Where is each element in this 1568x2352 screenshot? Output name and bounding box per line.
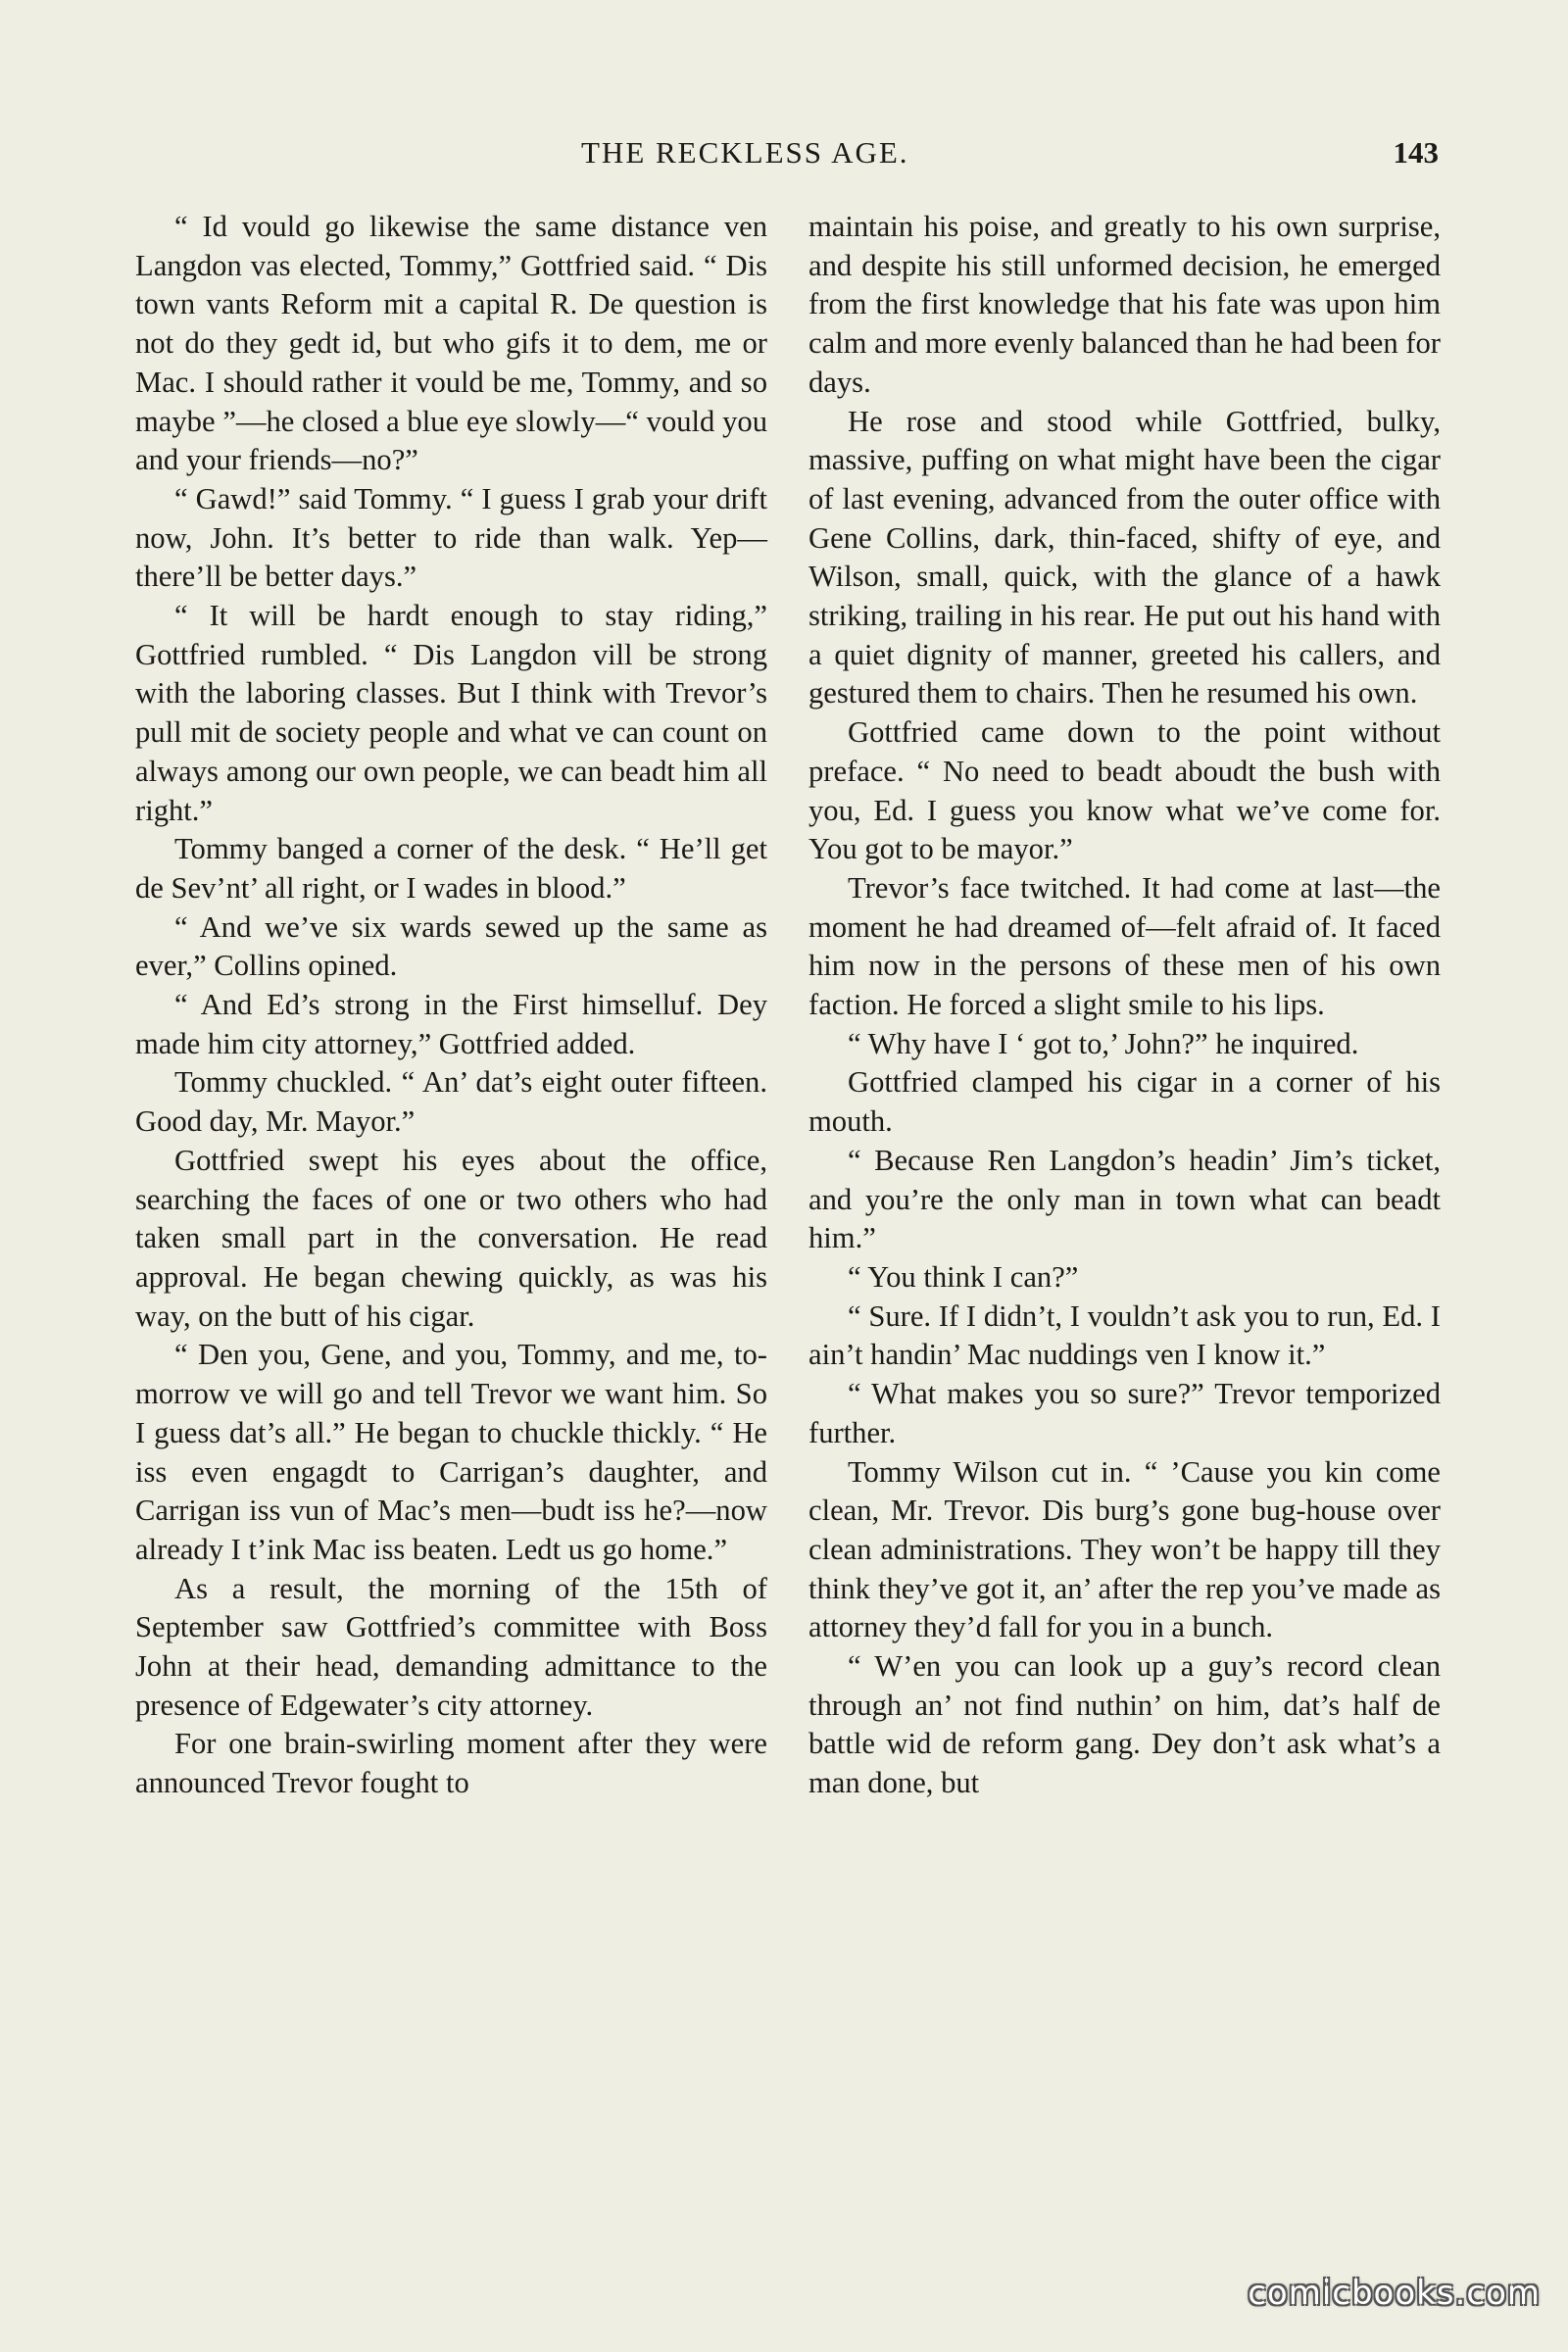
paragraph: “ You think I can?” xyxy=(848,1259,1079,1294)
paragraph: “ And Ed’s strong in the First himselluf. Dey made him city attorney,” Gottfried added. xyxy=(135,988,767,1060)
paragraph: “ Den you, Gene, and you, Tommy, and me, to-morrow ve will go and tell Trevor we want him. So I guess dat’s all.” He began to chuckle thickly. “ He iss even engagdt to Carrigan’s daughter, and Carrigan iss vun of Mac’s men—budt iss he?—now already I t’ink Mac iss beaten. Ledt us go home.” xyxy=(135,1338,767,1566)
watermark: comicbooks.com xyxy=(1248,2274,1541,2313)
paragraph: “ Id vould go likewise the same distance ven Langdon vas elected, Tommy,” Gottfried said. “ Dis town vants Reform mit a capital R. De question is not do they gedt id, but who gifs it to dem, me or Mac. I should rather it vould be me, Tommy, and so maybe ”—he closed a blue eye slowly—“ vould you and your friends—no?” xyxy=(135,210,767,477)
paragraph: “ Sure. If I didn’t, I vouldn’t ask you to run, Ed. I ain’t handin’ Mac nuddings ven I know it.” xyxy=(808,1298,1441,1372)
page-header xyxy=(135,135,1439,174)
right-column xyxy=(808,208,1441,1803)
paragraph: He rose and stood while Gottfried, bulky, massive, puffing on what might have been the cigar of last evening, advanced from the outer office with Gene Collins, dark, thin-faced, shifty of eye, and Wilson, small, quick, with the glance of a hawk striking, trailing in his rear. He put out his hand with a quiet dignity of manner, greeted his callers, and gestured them to chairs. Then he resumed his own. xyxy=(808,404,1441,710)
paragraph-continued: maintain his poise, and greatly to his own surprise, and despite his still unformed decision, he emerged from the first knowledge that his fate was upon him calm and more evenly balanced than he had been for days. xyxy=(808,210,1441,399)
paragraph: Gottfried clamped his cigar in a corner of his mouth. xyxy=(808,1065,1441,1139)
paragraph: “ And we’ve six wards sewed up the same as ever,” Collins opined. xyxy=(135,909,767,983)
paragraph: Tommy chuckled. “ An’ dat’s eight outer fifteen. Good day, Mr. Mayor.” xyxy=(135,1065,767,1139)
page-number: 143 xyxy=(1393,135,1439,170)
running-title: THE RECKLESS AGE. xyxy=(581,135,909,170)
paragraph: Trevor’s face twitched. It had come at last—the moment he had dreamed of—felt afraid of. It faced him now in the persons of these men of his own faction. He forced a slight smile to his lips. xyxy=(808,870,1441,1022)
paragraph: Gottfried came down to the point without preface. “ No need to beadt aboudt the bush with you, Ed. I guess you know what we’ve come for. You got to be mayor.” xyxy=(808,715,1441,866)
paragraph: “ What makes you so sure?” Trevor temporized further. xyxy=(808,1377,1441,1449)
paragraph: “ Gawd!” said Tommy. “ I guess I grab your drift now, John. It’s better to ride than walk. Yep—there’ll be better days.” xyxy=(135,481,767,594)
paragraph: Tommy Wilson cut in. “ ’Cause you kin come clean, Mr. Trevor. Dis burg’s gone bug-house over clean administrations. They won’t be happy till they think they’ve got it, an’ after the rep you’ve made as attorney they’d fall for you in a bunch. xyxy=(808,1454,1441,1644)
paragraph: As a result, the morning of the 15th of September saw Gottfried’s committee with Boss John at their head, demanding admittance to the presence of Edgewater’s city attorney. xyxy=(135,1571,767,1722)
paragraph: Tommy banged a corner of the desk. “ He’ll get de Sev’nt’ all right, or I wades in blood.” xyxy=(135,832,767,905)
left-column xyxy=(135,208,767,1803)
paragraph: “ Why have I ‘ got to,’ John?” he inquired. xyxy=(848,1026,1359,1060)
paragraph: For one brain-swirling moment after they were announced Trevor fought to xyxy=(135,1727,767,1800)
paragraph: “ W’en you can look up a guy’s record clean through an’ not find nuthin’ on him, dat’s half de battle wid de reform gang. Dey don’t ask what’s a man done, but xyxy=(808,1649,1441,1800)
paragraph: “ It will be hardt enough to stay riding,” Gottfried rumbled. “ Dis Langdon vill be strong with the laboring classes. But I think with Trevor’s pull mit de society people and what ve can count on always among our own people, we can beadt him all right.” xyxy=(135,599,767,827)
paragraph: Gottfried swept his eyes about the office, searching the faces of one or two others who had taken small part in the conversation. He read approval. He began chewing quickly, as was his way, on the butt of his cigar. xyxy=(135,1143,767,1333)
paragraph: “ Because Ren Langdon’s headin’ Jim’s ticket, and you’re the only man in town what can beadt him.” xyxy=(808,1143,1441,1255)
